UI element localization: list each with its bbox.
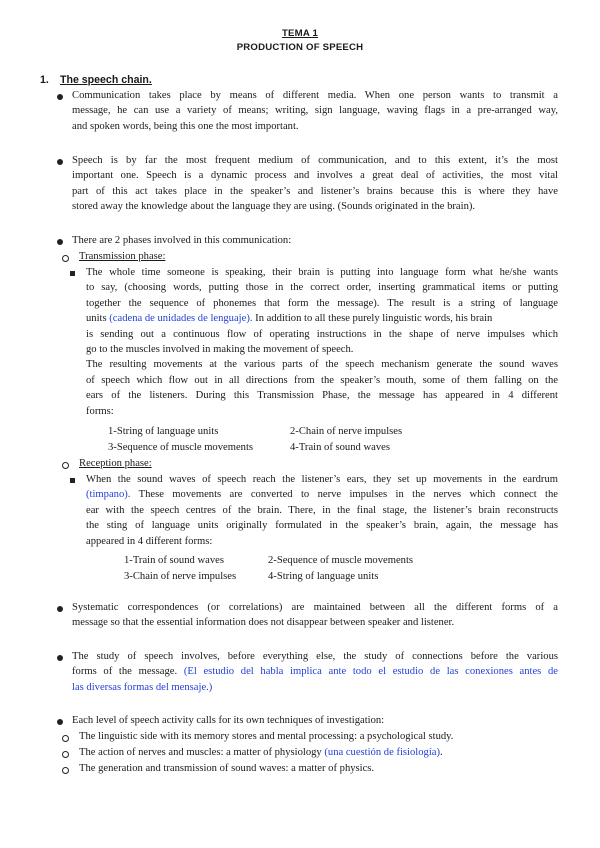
bullet-icon bbox=[57, 606, 63, 612]
text-line: message so that the essential information does not disappear between speaker and listener. bbox=[72, 617, 455, 629]
text-line: ear with the speech centres of the brain. There, in the final stage, the listener’s brain reconstructs bbox=[86, 504, 558, 516]
transmission-label: Transmission phase: bbox=[79, 251, 166, 262]
bullet-icon bbox=[57, 94, 63, 100]
text-fragment: In addition to all these purely linguistic words, his brain bbox=[255, 313, 493, 325]
text-line: The study of speech involves, before everything else, the study of connections before the various bbox=[72, 651, 558, 662]
circle-bullet-icon bbox=[62, 255, 69, 262]
reception-label: Reception phase: bbox=[79, 458, 152, 469]
circle-bullet-icon bbox=[62, 751, 69, 758]
section-heading: The speech chain. bbox=[60, 74, 152, 86]
text-line: stored away the knowledge about the language they are using. (Sounds originated in the brain). bbox=[72, 201, 476, 213]
page-title: PRODUCTION OF SPEECH bbox=[236, 42, 364, 53]
bullet-icon bbox=[57, 159, 63, 165]
level-item bbox=[79, 745, 443, 760]
text-line: to say, (choosing words, putting those in the correct order, inserting grammatical items or putting bbox=[86, 282, 558, 294]
text-line: part of this act takes place in the speaker’s and listener’s brains because this is where they have bbox=[72, 185, 558, 197]
text-line: Systematic correspondences (or correlations) are maintained between all the different forms of a bbox=[72, 602, 558, 613]
paragraph-communication bbox=[72, 88, 558, 134]
form-item: 4-Train of sound waves bbox=[290, 442, 390, 453]
text-line: of speech which flow out in all directions from the speaker’s mouth, some of them falling on the bbox=[86, 374, 558, 386]
text-line: together the sequence of phonemes that form the message). The result is a string of language bbox=[86, 297, 558, 309]
text-fragment: These movements are converted to nerve impulses in the nerves which connect the bbox=[138, 489, 558, 501]
text-line: forms: bbox=[86, 405, 114, 417]
form-item: 1-String of language units bbox=[108, 426, 219, 437]
spanish-gloss: (timpano). bbox=[86, 489, 131, 501]
text-line-blue bbox=[72, 664, 558, 679]
bullet-icon bbox=[57, 719, 63, 725]
text-line-blue bbox=[86, 311, 558, 326]
text-line: message, he can use a variety of means; writing, sign language, waving flags in a pre-arranged way, bbox=[72, 105, 558, 117]
spanish-gloss-line: las diversas formas del mensaje.) bbox=[72, 681, 213, 693]
circle-bullet-icon bbox=[62, 767, 69, 774]
circle-bullet-icon bbox=[62, 735, 69, 742]
text-line: appeared in 4 different forms: bbox=[86, 535, 213, 547]
form-item: 2-Sequence of muscle movements bbox=[268, 555, 414, 566]
text-line: Speech is by far the most frequent medium of communication, and to this extent, it’s the most bbox=[72, 155, 558, 166]
bullet-icon bbox=[57, 239, 63, 245]
paragraph-speech bbox=[72, 153, 558, 215]
form-item: 3-Sequence of muscle movements bbox=[108, 442, 254, 453]
paragraph-study bbox=[72, 649, 558, 695]
bullet-icon bbox=[57, 655, 63, 661]
text-line: and spoken words, being this one the most important. bbox=[72, 120, 299, 132]
spanish-gloss: (una cuestión de fisiología) bbox=[324, 747, 440, 758]
text-fragment: forms of the message. bbox=[72, 666, 178, 678]
text-line: go to the muscles involved in making the movement of speech. bbox=[86, 344, 354, 356]
spanish-gloss: (cadena de unidades de lenguaje). bbox=[109, 313, 253, 325]
units-word: units bbox=[86, 313, 107, 325]
text-line: The resulting movements at the various parts of the speech mechanism generate the sound waves bbox=[86, 359, 558, 371]
phases-intro: There are 2 phases involved in this communication: bbox=[72, 235, 292, 246]
spanish-gloss: (El estudio del habla implica ante todo el estudio de las conexiones antes de bbox=[183, 666, 559, 678]
text-fragment: . bbox=[440, 747, 443, 758]
text-line: The whole time someone is speaking, their brain is putting into language form what he/she wants bbox=[86, 267, 558, 278]
form-item: 1-Train of sound waves bbox=[124, 555, 224, 566]
levels-intro: Each level of speech activity calls for its own techniques of investigation: bbox=[72, 715, 385, 726]
text-line: Communication takes place by means of different media. When one person wants to transmit a bbox=[72, 90, 558, 101]
circle-bullet-icon bbox=[62, 462, 69, 469]
form-item: 2-Chain of nerve impulses bbox=[290, 426, 403, 437]
text-line-blue bbox=[86, 487, 558, 502]
form-item: 3-Chain of nerve impulses bbox=[124, 571, 237, 582]
square-bullet-icon bbox=[70, 271, 75, 276]
form-item: 4-String of language units bbox=[268, 571, 379, 582]
square-bullet-icon bbox=[70, 478, 75, 483]
text-line: important one. Speech is a dynamic process and involves a great deal of activities, the most vital bbox=[72, 170, 558, 182]
text-line: ears of the listeners. During this Transmission Phase, the message has appeared in 4 different bbox=[86, 390, 558, 402]
text-line: is sending out a continuous flow of operating instructions in the shape of nerve impulses which bbox=[86, 328, 558, 340]
paragraph-correspondences bbox=[72, 600, 558, 631]
reception-text bbox=[86, 472, 558, 549]
tema-label: TEMA 1 bbox=[281, 28, 319, 39]
section-number: 1. bbox=[40, 74, 49, 86]
level-item: The generation and transmission of sound waves: a matter of physics. bbox=[79, 763, 375, 774]
text-fragment: The action of nerves and muscles: a matter of physiology bbox=[79, 747, 322, 758]
transmission-text bbox=[86, 265, 558, 419]
text-line: When the sound waves of speech reach the listener’s ears, they set up movements in the eardrum bbox=[86, 474, 558, 485]
text-line: the sting of language units originally formulated in the speaker’s brain, again, the message has bbox=[86, 520, 558, 532]
level-item: The linguistic side with its memory stores and mental processing: a psychological study. bbox=[79, 731, 454, 742]
